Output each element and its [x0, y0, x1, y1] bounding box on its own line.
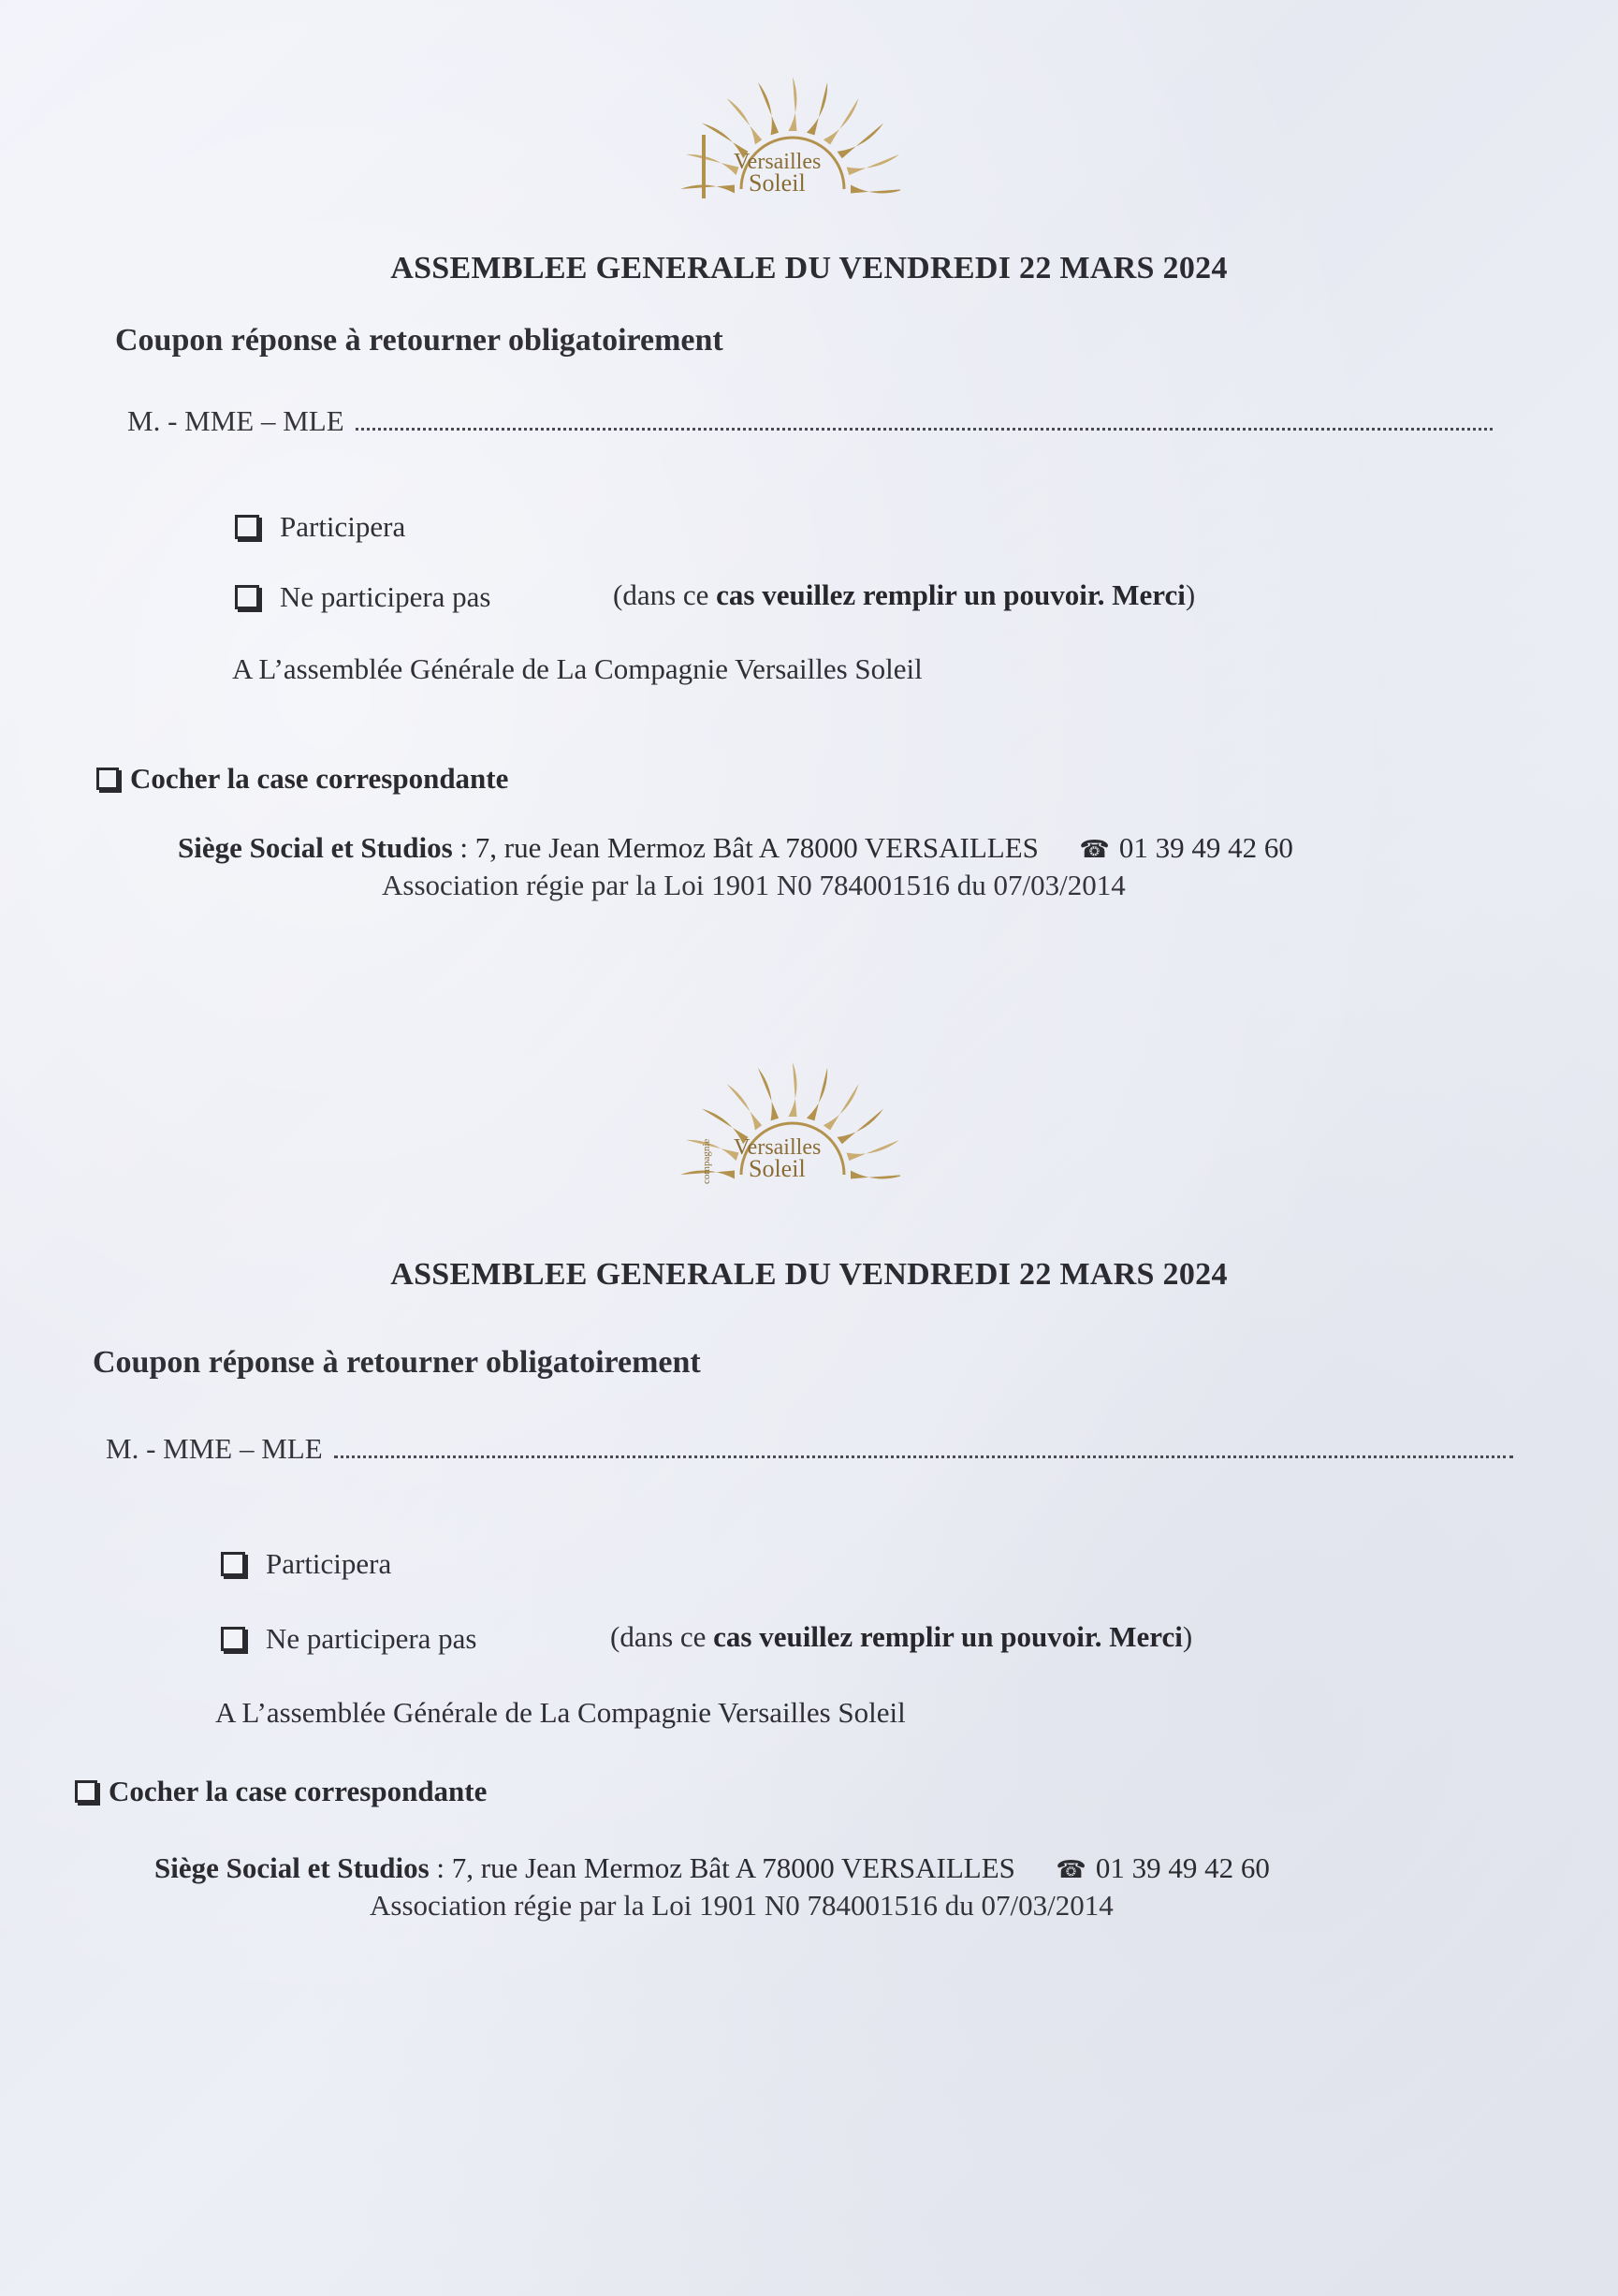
footer-address: [154, 1851, 1270, 1885]
footer-address-text: : 7, rue Jean Mermoz Bât A 78000 VERSAILLES: [429, 1851, 1015, 1884]
name-field-row: [106, 1432, 1513, 1466]
checkbox-icon[interactable]: [221, 1552, 245, 1576]
sun-ray-icon: [789, 1062, 797, 1117]
sun-ray-icon: [847, 1140, 900, 1161]
checkbox-icon[interactable]: [235, 585, 259, 609]
proxy-note: [613, 578, 1195, 612]
tick-hint: [96, 762, 508, 796]
coupon-subtitle: Coupon réponse à retourner obligatoirement: [93, 1345, 701, 1380]
proxy-note-suffix: ): [1185, 578, 1196, 611]
proxy-note-prefix: (dans ce: [610, 1620, 714, 1653]
logo-text-line2: Soleil: [749, 1155, 806, 1182]
sun-ray-icon: [807, 1068, 827, 1121]
sun-ray-icon: [847, 154, 900, 175]
option-participera[interactable]: [221, 1547, 391, 1581]
assembly-line: A L’assemblée Générale de La Compagnie Versailles Soleil: [232, 652, 923, 685]
option-ne-participera-pas[interactable]: [235, 580, 491, 614]
option-participera-label: Participera: [266, 1547, 392, 1580]
footer-address-text: : 7, rue Jean Mermoz Bât A 78000 VERSAILLES: [452, 831, 1039, 864]
sun-ray-icon: [726, 98, 762, 145]
sun-ray-icon: [824, 98, 859, 145]
footer-head-office: Siège Social et Studios: [154, 1851, 430, 1884]
tick-hint-label: Cocher la case correspondante: [130, 762, 509, 795]
sun-ray-icon: [807, 82, 827, 136]
sun-ray-icon: [758, 1068, 779, 1121]
coupon-bottom: [0, 1030, 1618, 2059]
proxy-note: [610, 1620, 1192, 1654]
sun-logo-icon: [676, 1044, 900, 1212]
sun-ray-icon: [789, 77, 797, 131]
page-title: ASSEMBLEE GENERALE DU VENDREDI 22 MARS 2024: [390, 1257, 1228, 1292]
footer-head-office: Siège Social et Studios: [178, 831, 453, 864]
name-field-label: M. - MME – MLE: [127, 404, 344, 437]
footer-phone: 01 39 49 42 60: [1095, 1851, 1270, 1884]
footer-phone: 01 39 49 42 60: [1118, 831, 1293, 864]
page-title: ASSEMBLEE GENERALE DU VENDREDI 22 MARS 2024: [390, 251, 1228, 285]
footer-address: [178, 831, 1293, 865]
logo-text-line2: Soleil: [749, 169, 806, 197]
tick-hint: [75, 1775, 487, 1808]
name-field-dotted-line[interactable]: [356, 422, 1493, 431]
option-ne-participera-pas-label: Ne participera pas: [266, 1622, 477, 1655]
sun-ray-icon: [851, 185, 900, 194]
checkbox-icon: [96, 768, 119, 790]
proxy-note-bold: cas veuillez remplir un pouvoir. Merci: [713, 1620, 1183, 1653]
name-field-row: [127, 404, 1493, 438]
sun-ray-icon: [824, 1084, 859, 1131]
footer-legal: Association régie par la Loi 1901 N0 784001516 du 07/03/2014: [370, 1889, 1114, 1922]
option-participera[interactable]: [235, 510, 405, 544]
footer-legal: Association régie par la Loi 1901 N0 784001516 du 07/03/2014: [382, 869, 1126, 901]
phone-icon: ☎: [1056, 1856, 1086, 1883]
logo-text-line1: Versailles: [734, 150, 822, 174]
proxy-note-suffix: ): [1182, 1620, 1193, 1653]
sun-ray-icon: [838, 123, 884, 158]
sun-ray-icon: [686, 154, 739, 175]
phone-icon: ☎: [1079, 836, 1110, 863]
checkbox-icon[interactable]: [235, 515, 259, 539]
sun-ray-icon: [680, 185, 735, 194]
checkbox-icon: [75, 1780, 97, 1803]
proxy-note-bold: cas veuillez remplir un pouvoir. Merci: [716, 578, 1186, 611]
sun-ray-icon: [758, 82, 779, 136]
name-field-dotted-line[interactable]: [334, 1450, 1513, 1458]
sun-ray-icon: [838, 1108, 884, 1144]
logo-text-vertical: compagnie: [701, 1138, 712, 1184]
tick-hint-label: Cocher la case correspondante: [109, 1775, 488, 1807]
sun-ray-icon: [726, 1084, 762, 1131]
assembly-line: A L’assemblée Générale de La Compagnie Versailles Soleil: [215, 1696, 906, 1729]
coupon-top: [0, 0, 1618, 1030]
name-field-label: M. - MME – MLE: [106, 1432, 323, 1465]
option-ne-participera-pas-label: Ne participera pas: [280, 580, 491, 613]
versailles-soleil-logo: [676, 1044, 900, 1212]
coupon-subtitle: Coupon réponse à retourner obligatoirement: [115, 323, 723, 358]
checkbox-icon[interactable]: [221, 1627, 245, 1651]
proxy-note-prefix: (dans ce: [613, 578, 717, 611]
option-participera-label: Participera: [280, 510, 406, 543]
sun-ray-icon: [686, 1140, 739, 1161]
sun-ray-icon: [851, 1171, 900, 1179]
sun-logo-icon: [676, 58, 900, 227]
versailles-soleil-logo: [676, 58, 900, 227]
option-ne-participera-pas[interactable]: [221, 1622, 477, 1656]
logo-text-line1: Versailles: [734, 1135, 822, 1160]
